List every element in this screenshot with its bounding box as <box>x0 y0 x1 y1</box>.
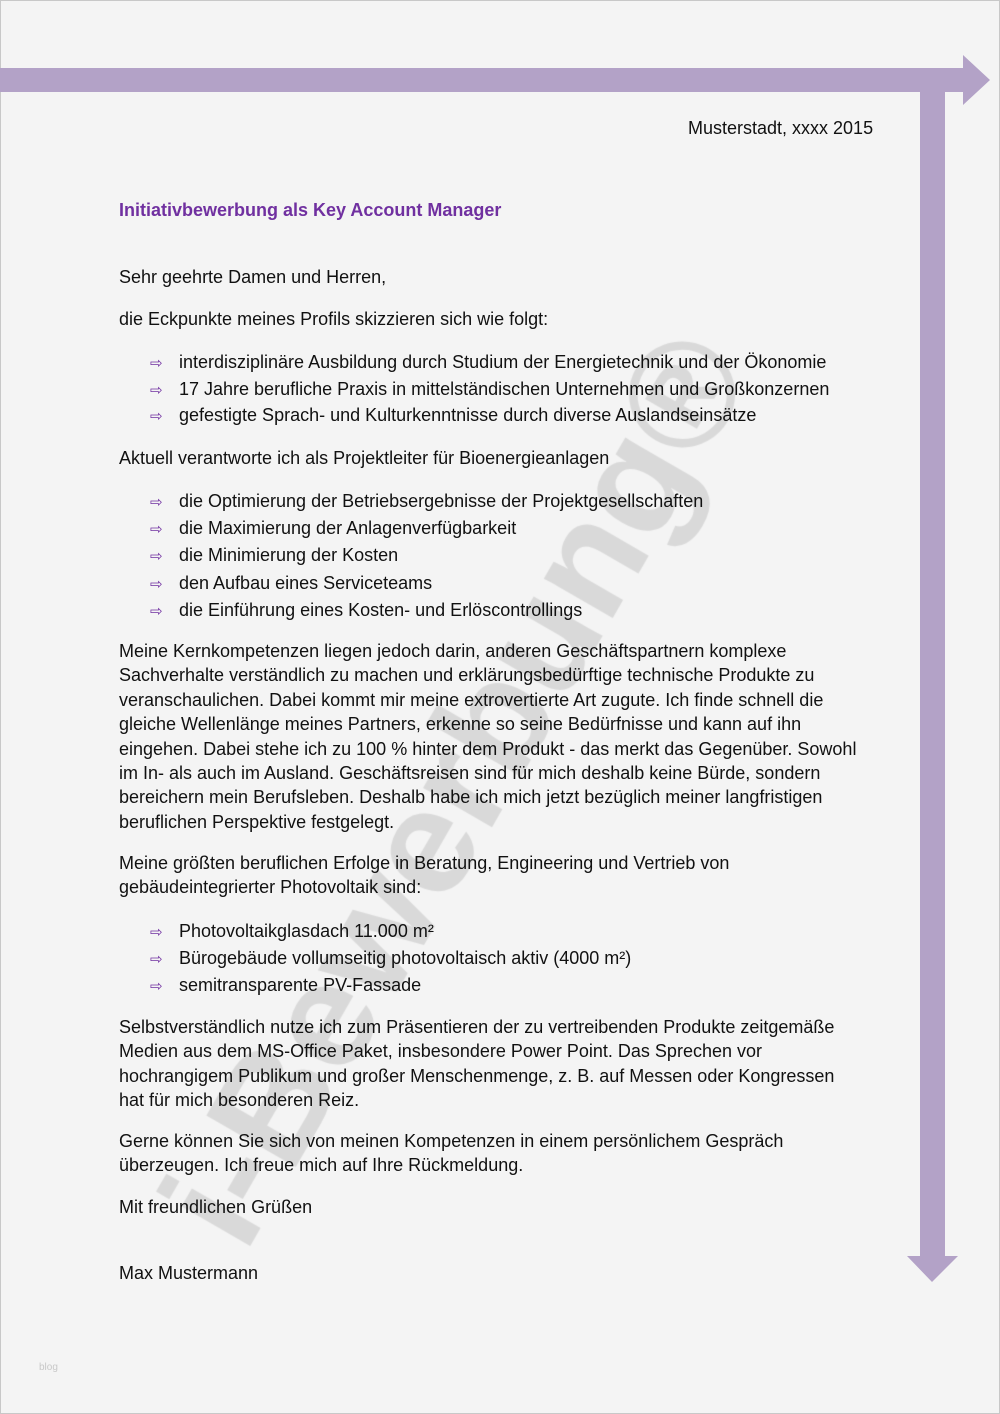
signature: Max Mustermann <box>119 1263 259 1283</box>
list-item <box>150 491 703 513</box>
list-item-text: gefestigte Sprach- und Kulturkenntnisse durch diverse Auslandseinsätze <box>179 405 757 425</box>
text-line: Meine Kernkompetenzen liegen jedoch darin, anderen Geschäftspartnern komplexe <box>119 641 787 661</box>
current-role-text: Aktuell verantworte ich als Projektleiter für Bioenergieanlagen <box>119 448 610 468</box>
arrow-bullet-icon: ⇨ <box>150 924 163 941</box>
list-item <box>150 405 756 427</box>
text-line: Meine größten beruflichen Erfolge in Beratung, Engineering und Vertrieb von <box>119 853 730 873</box>
text-line: überzeugen. Ich freue mich auf Ihre Rückmeldung. <box>119 1155 524 1176</box>
list-item <box>150 518 516 540</box>
list-item-text: Bürogebäude vollumseitig photovoltaisch aktiv (4000 m²) <box>179 948 632 968</box>
list-item <box>150 921 434 943</box>
footer-mark: blog <box>39 1362 58 1373</box>
arrow-bullet-icon: ⇨ <box>150 494 163 511</box>
date-line: Musterstadt, xxxx 2015 <box>688 118 874 138</box>
list-item-text: Photovoltaikglasdach 11.000 m² <box>179 921 434 941</box>
subject-heading: Initiativbewerbung als Key Account Manager <box>119 200 502 220</box>
text-line: bereichern mein Berufsleben. Deshalb habe ich mich jetzt bezüglich meiner langfristigen <box>119 787 823 808</box>
text-line: veranschaulichen. Dabei kommt mir meine extrovertierte Art zugute. Ich finde schnell die <box>119 689 824 710</box>
text-line: hochrangigem Publikum und großer Menschenmenge, z. B. auf Messen oder Kongressen <box>119 1065 835 1086</box>
list-item-text: den Aufbau eines Serviceteams <box>179 572 433 593</box>
list-item-text: semitransparente PV-Fassade <box>179 975 422 995</box>
text-line: Gerne können Sie sich von meinen Kompetenzen in einem persönlichem Gespräch <box>119 1131 784 1151</box>
arrow-down-icon <box>907 92 958 1282</box>
regards: Mit freundlichen Grüßen <box>119 1197 313 1217</box>
text-line: Sachverhalte verständlich zu machen und erklärungsbedürftige technische Produkte zu <box>119 665 815 686</box>
text-line: Selbstverständlich nutze ich zum Präsentieren der zu vertreibenden Produkte zeitgemäße <box>119 1017 835 1037</box>
arrow-bullet-icon: ⇨ <box>150 951 163 968</box>
arrow-bullet-icon: ⇨ <box>150 355 163 372</box>
list-item-text: die Minimierung der Kosten <box>179 545 399 566</box>
list-item-text: interdisziplinäre Ausbildung durch Studium der Energietechnik und der Ökonomie <box>179 352 827 372</box>
text-line: Medien aus dem MS-Office Paket, insbesondere Power Point. Das Sprechen vor <box>119 1041 762 1062</box>
arrow-bullet-icon: ⇨ <box>150 575 163 593</box>
list-item-text: 17 Jahre berufliche Praxis in mittelständischen Unternehmen und Großkonzernen <box>179 378 830 399</box>
text-line: beruflichen Perspektive festgelegt. <box>119 811 395 832</box>
list-item <box>150 948 631 970</box>
arrow-bullet-icon: ⇨ <box>150 408 163 425</box>
salutation: Sehr geehrte Damen und Herren, <box>119 267 387 287</box>
list-item-text: die Einführung eines Kosten- und Erlöscontrollings <box>179 599 583 620</box>
arrow-bullet-icon: ⇨ <box>150 978 163 995</box>
intro-text: die Eckpunkte meines Profils skizzieren sich wie folgt: <box>119 309 549 329</box>
list-item <box>150 600 582 622</box>
arrow-bullet-icon: ⇨ <box>150 381 163 399</box>
arrow-right-icon <box>0 55 990 105</box>
text-line: gleiche Wellenlänge meines Partners, erkenne so seine Bedürfnisse und kann auf ihn <box>119 714 802 735</box>
text-line: eingehen. Dabei stehe ich zu 100 % hinter dem Produkt - das merkt das Gegenüber. Sowohl <box>119 738 857 759</box>
list-item <box>150 379 829 401</box>
arrow-bullet-icon: ⇨ <box>150 521 163 539</box>
list-item <box>150 975 421 997</box>
text-line: im In- als auch im Ausland. Geschäftsreisen sind für mich deshalb keine Bürde, sondern <box>119 763 821 783</box>
list-item <box>150 545 398 567</box>
list-item <box>150 573 432 595</box>
text-line: gebäudeintegrierter Photovoltaik sind: <box>119 877 422 898</box>
arrow-bullet-icon: ⇨ <box>150 602 163 620</box>
text-line: hat für mich besonderen Reiz. <box>119 1090 360 1111</box>
list-item-text: die Optimierung der Betriebsergebnisse der Projektgesellschaften <box>179 491 704 511</box>
list-item-text: die Maximierung der Anlagenverfügbarkeit <box>179 518 517 539</box>
arrow-bullet-icon: ⇨ <box>150 548 163 566</box>
list-item <box>150 352 826 374</box>
